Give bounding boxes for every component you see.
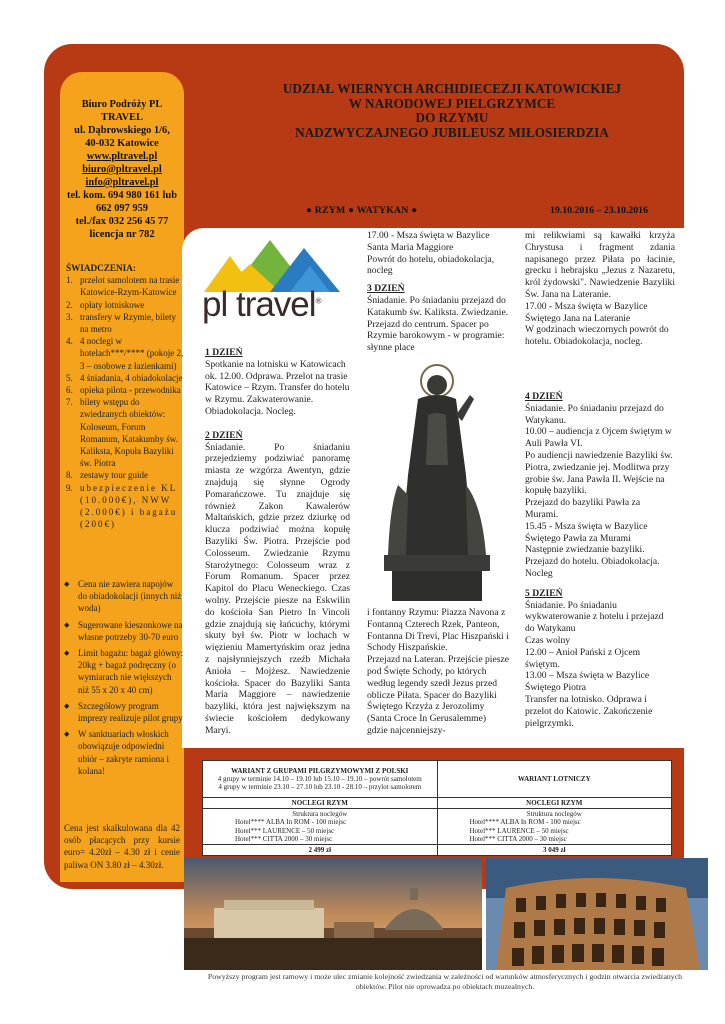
agency-email-link[interactable]: biuro@pltravel.pl [82, 164, 162, 175]
pricing-table [202, 760, 672, 856]
agency-fax: tel./fax 032 256 45 77 [75, 216, 169, 227]
rome-panorama-image [184, 858, 482, 970]
itinerary-column-2-bottom: i fontanny Rzymu: Piazza Navona z Fontanną Czterech Rzek, Panteon, Fontanna Di Trevi, Plac Hiszpański i Schody Hiszpańskie. Przejazd na Lateran. Przejście piesze pod Święte Schody, po których według legendy szedł Jezus przed oblicze Piłata. Spacer do Bazyliki Świętego Krzyża z Jerozolimy (Santa Croce In Gerusalemme) gdzie najcenniejszy- [367, 607, 509, 736]
right-variant-header: WARIANT LOTNICZY [437, 761, 672, 797]
itinerary-column-3-bottom: 4 DZIEŃ Śniadanie. Po śniadaniu przejazd do Watykanu. 10.00 – audiencja z Ojcem świętym w Auli Pawła VI. Po audiencji nawiedzenie Bazyliki św. Piotra, zwiedzanie jej. Modlitwa przy grobie św. Jana Pawła II. Wejście na kopułę bazyliki. Przejazd do bazyliki Pawła za Murami. 15.45 - Msza święta w Bazylice Świętego Pawła za Murami Następnie zwiedzanie bazyliki. Przejazd do hotelu. Obiadokolacja. Nocleg 5 DZIEŃ Śniadanie. Po śniadaniu wykwaterowanie z hotelu i przejazd do Watykanu Czas wolny 12.00 – Anioł Pański z Ojcem świętym. 13.00 – Msza święta w Bazylice Świętego Piotra Transfer na lotnisko. Odprawa i przelot do Katowic. Zakończenie pielgrzymki. [525, 385, 675, 729]
trip-dates: 19.10.2016 – 23.10.2016 [550, 205, 648, 216]
agency-city: 40-032 Katowice [85, 138, 159, 149]
service-item: 9. ubezpieczenie KL (10.000€), NWW (2.000€) i bagażu (200€) [66, 482, 178, 530]
day-3-text: Śniadanie. Po śniadaniu przejazd do Katakumb św. Kaliksta. Zwiedzanie. Przejazd do centrum. Spacer po Rzymie barokowym - w programie: słynne place [367, 294, 509, 354]
diamond-bullet-icon: ◆ [64, 730, 70, 739]
day-1-text: Spotkanie na lotnisku w Katowicach ok. 12.00. Odprawa. Przelot na trasie Katowice – Rzym. Transfer do hotelu w Rzymu. Zakwaterowanie. Obiadokolacja. Nocleg. [205, 358, 350, 417]
table-row: Struktura noclegów Hotel**** ALBA In ROM - 100 miejsc Hotel*** LAURENCE – 50 miejsc Hotel*** CITTA 2000 – 30 miejsc Struktura noclegów Hotel**** ALBA In ROM - 100 miejsc Hotel*** LAURENCE – 50 miejsc Hotel*** CITTA 2000 – 30 miejsc [203, 809, 671, 845]
diamond-bullet-icon: ◆ [64, 701, 70, 710]
price-calculation-note: Cena jest skalkulowana dla 42 osób płacących przy kursie euro= 4.20zł – 4.30 zł i cenie paliwa ON 3.80 zł – 4.30zł. [64, 823, 180, 870]
note-item: ◆ Szczegółowy program imprezy realizuje pilot grupy [64, 700, 183, 724]
agency-name: Biuro Podróży PL TRAVEL [81, 99, 163, 123]
day-5-title: 5 DZIEŃ [525, 587, 563, 599]
agency-phone: tel. kom. 694 980 161 lub [67, 190, 177, 201]
agency-info-email-link[interactable]: info@pltravel.pl [85, 177, 159, 188]
note-item: ◆ Limit bagażu: bagaż główny: 20kg + bagaż podręczny (o wymiarach nie większych niż 55 x 20 x 40 cm) [64, 648, 184, 695]
notes-list [64, 578, 184, 781]
page-title [232, 82, 672, 140]
services-header: ŚWIADCZENIA: [66, 263, 136, 273]
day-4-title: 4 DZIEŃ [525, 391, 563, 402]
table-row [203, 761, 671, 798]
title-line-1: UDZIAŁ WIERNYCH ARCHIDIECEZJI KATOWICKIEJ [282, 81, 622, 96]
day-3-title: 3 DZIEŃ [367, 283, 405, 295]
table-row: NOCLEGI RZYM NOCLEGI RZYM [203, 798, 671, 809]
title-line-2: W NARODOWEJ PIELGRZYMCE [348, 95, 556, 111]
route-label: ● RZYM ● WATYKAN ● [306, 205, 418, 216]
day-2-title: 2 DZIEŃ [205, 429, 243, 441]
service-item: 6. opieka pilota - przewodnika [66, 385, 181, 396]
service-item: 4. 4 noclegi w hotelach***/**** (pokoje 2, 3 – osobowe z łazienkami) [66, 336, 184, 371]
left-variant-header: WARIANT Z GRUPAMI PILGRZYMOWYMI Z POLSKI 4 grupy w terminie 14.10 – 19.10 lub 15.10 – 19.10 – powrót samolotem 4 grupy w terminie 23.10 – 27.10 lub 23.10 - 28.10 – przylot samolotem [217, 766, 422, 792]
service-item: 8. zestawy tour guide [66, 470, 148, 481]
title-line-4: NADZWYCZAJNEGO JUBILEUSZ MIŁOSIERDZIA [295, 124, 609, 140]
day-2-text: Śniadanie. Po śniadaniu przejedziemy podziwiać panoramę miasta ze wzgórza Awentyn, gdzie znajdują się słynne Ogrody Pomarańczowe. Tu znajduje się również Zakon Kawalerów Maltańskich, gdzie przez dziurkę od klucza podziwiać można kopułę Bazyliki Św. Piotra. Przejście pod Colosseum. Zwiedzanie Rzymu Starożytnego: Colosseum wraz z Forum Romanum. Spacer przez Kapitol do Placu Weneckiego. Czas wolny. Przejście piesze na Eskwilin do kościoła San Pietro In Vincoli gdzie znajdują się łańcuchy, którymi skuty był św. Piotr w lochach w więzieniu Mamertyńskim oraz jedna z najsłynniejszych rzeźb Michała Anioła – Mojżesz. Nawiedzenie kościoła. Spacer do Bazyliki Santa Maria Maggiore – nawiedzenie bazyliki, która jest największym na świecie kościołem dedykowany Maryi. [205, 441, 350, 736]
service-item: 2. opłaty lotniskowe [66, 299, 145, 310]
services-list [66, 262, 184, 530]
logo-text: pl travel® [202, 285, 321, 324]
itinerary-column-3-top: mi relikwiami są kawałki krzyża Chrystusa i fragment zdania napisanego przez Piłata po łacinie, grecku i hebrajsku „Jezus z Nazaretu, król żydowski". Nawiedzenie Bazyliki Św. Jana na Lateranie. 17.00 - Msza święta w Bazylice Świętego Jana na Lateranie W godzinach wieczornych powrót do hotelu. Obiadokolacja, nocleg. [525, 230, 675, 348]
agency-license: licencja nr 782 [89, 229, 155, 240]
service-item: 3. transfery w Rzymie, bilety na metro [66, 311, 176, 335]
colosseum-image [486, 858, 708, 970]
title-line-3: DO RZYMU [415, 110, 489, 126]
service-item: 1. przelot samolotem na trasie Katowice-Rzym-Katowice [66, 275, 180, 298]
agency-phone-2: 662 097 959 [96, 203, 148, 214]
note-item: ◆ Sugerowane kieszonkowe na własne potrzeby 30-70 euro [64, 619, 183, 642]
note-item: ◆ W sanktuariach włoskich obowiązuje odpowiedni ubiór – zakryte ramiona i kolana! [64, 729, 169, 776]
service-item: 7. bilety wstępu do zwiedzanych obiektów: Koloseum, Forum Romanum, Katakumby św. Kaliksta, Kopuła Bazyliki św. Piotra [66, 397, 178, 469]
service-item: 5. 4 śniadania, 4 obiadokolacje [66, 372, 183, 383]
price-right: 3 049 zł [437, 845, 672, 855]
diamond-bullet-icon: ◆ [64, 649, 70, 658]
agency-web-link[interactable]: www.pltravel.pl [86, 151, 158, 162]
agency-address [62, 98, 182, 241]
footer-disclaimer: Powyższy program jest ramowy i może ulec zmianie kolejność zwiedzania w zależności od warunków atmosferycznych i godzin otwarcia zwiedzanych obiektów. Pilot nie oprowadza po obiektach muzealnych. [207, 972, 683, 991]
price-left: 2 499 zł [308, 846, 332, 855]
note-item: ◆ Cena nie zawiera napojów do obiadokolacji (innych niż woda) [64, 579, 182, 614]
diamond-bullet-icon: ◆ [64, 620, 70, 629]
day-1-title: 1 DZIEŃ [205, 347, 243, 358]
itinerary-column-1 [205, 341, 350, 737]
table-row [203, 845, 671, 855]
diamond-bullet-icon: ◆ [64, 580, 70, 588]
itinerary-column-2-top: 17.00 - Msza święta w Bazylice Santa Maria Maggiore Powrót do hotelu, obiadokolacja, nocleg 3 DZIEŃ Śniadanie. Po śniadaniu przejazd do Katakumb św. Kaliksta. Zwiedzanie. Przejazd do centrum. Spacer po Rzymie barokowym - w programie: słynne place [367, 230, 509, 354]
st-peter-statue-image [378, 355, 496, 603]
agency-street: ul. Dąbrowskiego 1/6, [74, 125, 170, 136]
